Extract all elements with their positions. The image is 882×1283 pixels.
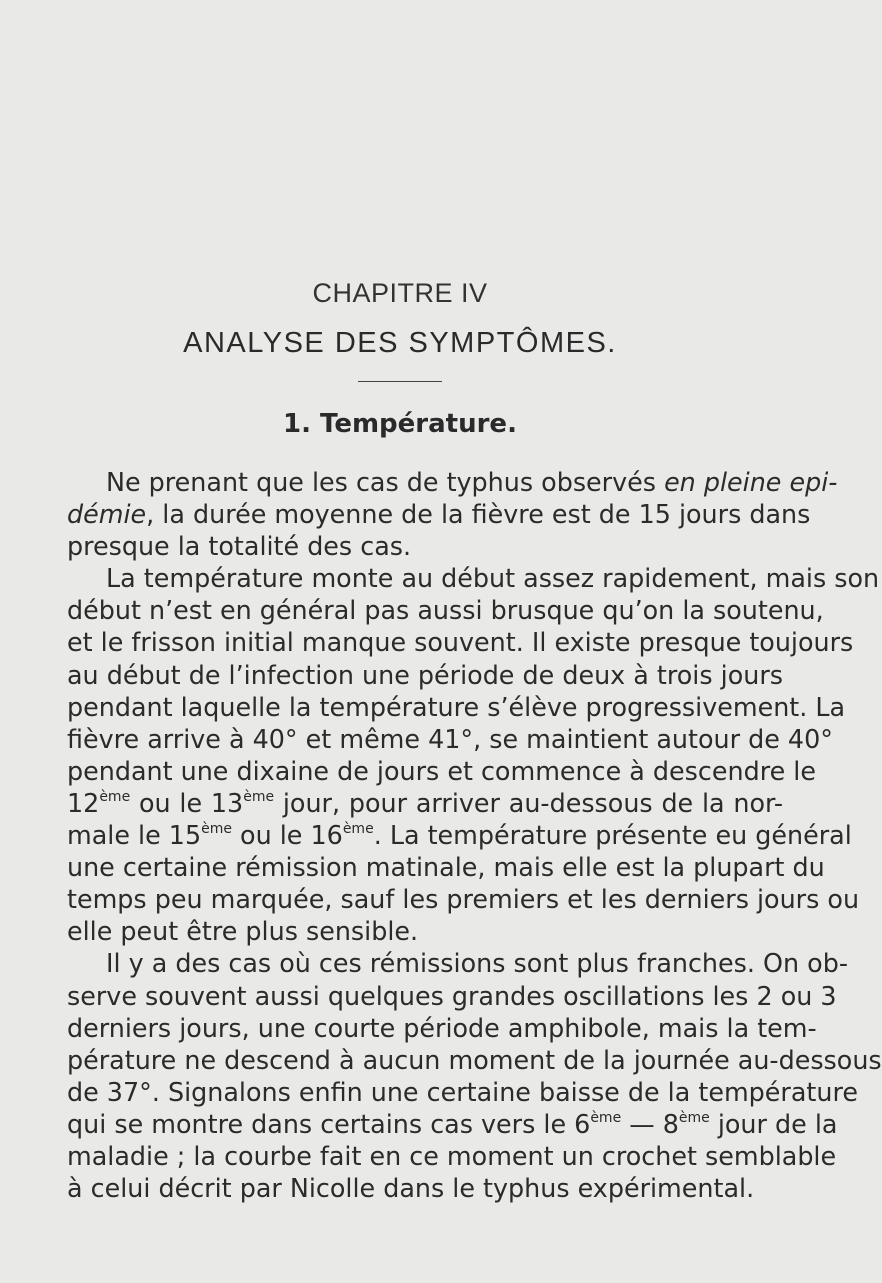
text-line [67,1140,837,1172]
body-text [67,466,882,1204]
ordinal-suffix: ème [243,788,275,805]
text-line [67,498,811,530]
paragraph [67,466,838,562]
title-divider [358,381,442,382]
text-run: fièvre arrive à 40° et même 41°, se maintient autour de 40° [67,723,833,754]
chapter-title: ANALYSE DES SYMPTÔMES. [183,327,617,359]
text-run: démie [67,499,147,530]
text-line [67,626,854,658]
chapter-heading: CHAPITRE IV [312,278,488,308]
text-line [67,883,860,915]
text-line [67,755,816,787]
text-run: , la durée moyenne de la fièvre est de 15 jours dans [146,499,811,530]
text-run: ou le 13 [130,787,244,818]
text-line [67,1108,838,1140]
text-run: pendant une dixaine de jours et commence à descendre le [67,755,816,786]
text-run: pendant laquelle la température s’élève progressivement. La [67,691,846,722]
text-line [67,787,783,819]
ordinal-suffix: ème [342,821,374,838]
text-line [67,1172,783,1204]
paragraph [67,947,882,1204]
section-heading: 1. Température. [283,409,517,439]
text-line [67,594,824,626]
text-run: au début de l’infection une période de deux à trois jours [67,659,783,690]
text-run: et le frisson initial manque souvent. Il existe presque toujours [67,627,854,658]
text-run: presque la totalité des cas. [67,531,412,562]
text-run: La température monte au début assez rapidement, mais son [106,563,880,594]
text-line [67,659,783,691]
text-run: Il y a des cas où ces rémissions sont plus franches. On ob- [106,948,848,979]
text-run: à celui décrit par Nicolle dans le typhus expérimental. [67,1173,755,1204]
text-run: maladie ; la courbe fait en ce moment un crochet semblable [67,1140,837,1171]
text-run: jour de la [709,1108,838,1139]
text-run: derniers jours, une courte période amphibole, mais la tem- [67,1012,817,1043]
text-run: — 8 [621,1108,679,1139]
text-line [67,562,880,594]
text-line [67,1012,817,1044]
text-line [67,1044,882,1076]
text-run: . La température présente eu général [373,820,852,851]
paragraph [67,562,880,947]
ordinal-suffix: ème [590,1109,622,1126]
text-line [67,723,833,755]
text-line [67,466,838,498]
text-run: elle peut être plus sensible. [67,916,419,947]
text-run: de 37°. Signalons enfin une certaine baisse de la température [67,1076,858,1107]
text-run: serve souvent aussi quelques grandes oscillations les 2 ou 3 [67,980,837,1011]
ordinal-suffix: ème [678,1109,710,1126]
text-line [67,1076,858,1108]
text-run: en pleine epi- [664,467,838,497]
text-line [67,947,848,979]
ordinal-suffix: ème [99,788,131,805]
text-line [67,691,846,723]
text-run: jour, pour arriver au-dessous de la nor- [274,787,783,818]
text-line [67,819,852,851]
ordinal-suffix: ème [201,821,232,838]
text-run: une certaine rémission matinale, mais elle est la plupart du [67,852,825,883]
text-run: pérature ne descend à aucun moment de la journée au-dessous [67,1044,882,1075]
text-line [67,851,825,883]
text-run: Ne prenant que les cas de typhus observés [106,467,665,497]
text-run: male le 15 [67,820,202,851]
text-run: 12 [67,787,100,818]
text-run: ou le 16 [231,820,343,851]
text-line [67,980,837,1012]
text-run: temps peu marquée, sauf les premiers et les derniers jours ou [67,884,860,915]
text-line [67,530,783,562]
text-run: qui se montre dans certains cas vers le 6 [67,1108,591,1139]
text-run: début n’est en général pas aussi brusque qu’on la soutenu, [67,595,824,626]
text-line [67,915,783,947]
